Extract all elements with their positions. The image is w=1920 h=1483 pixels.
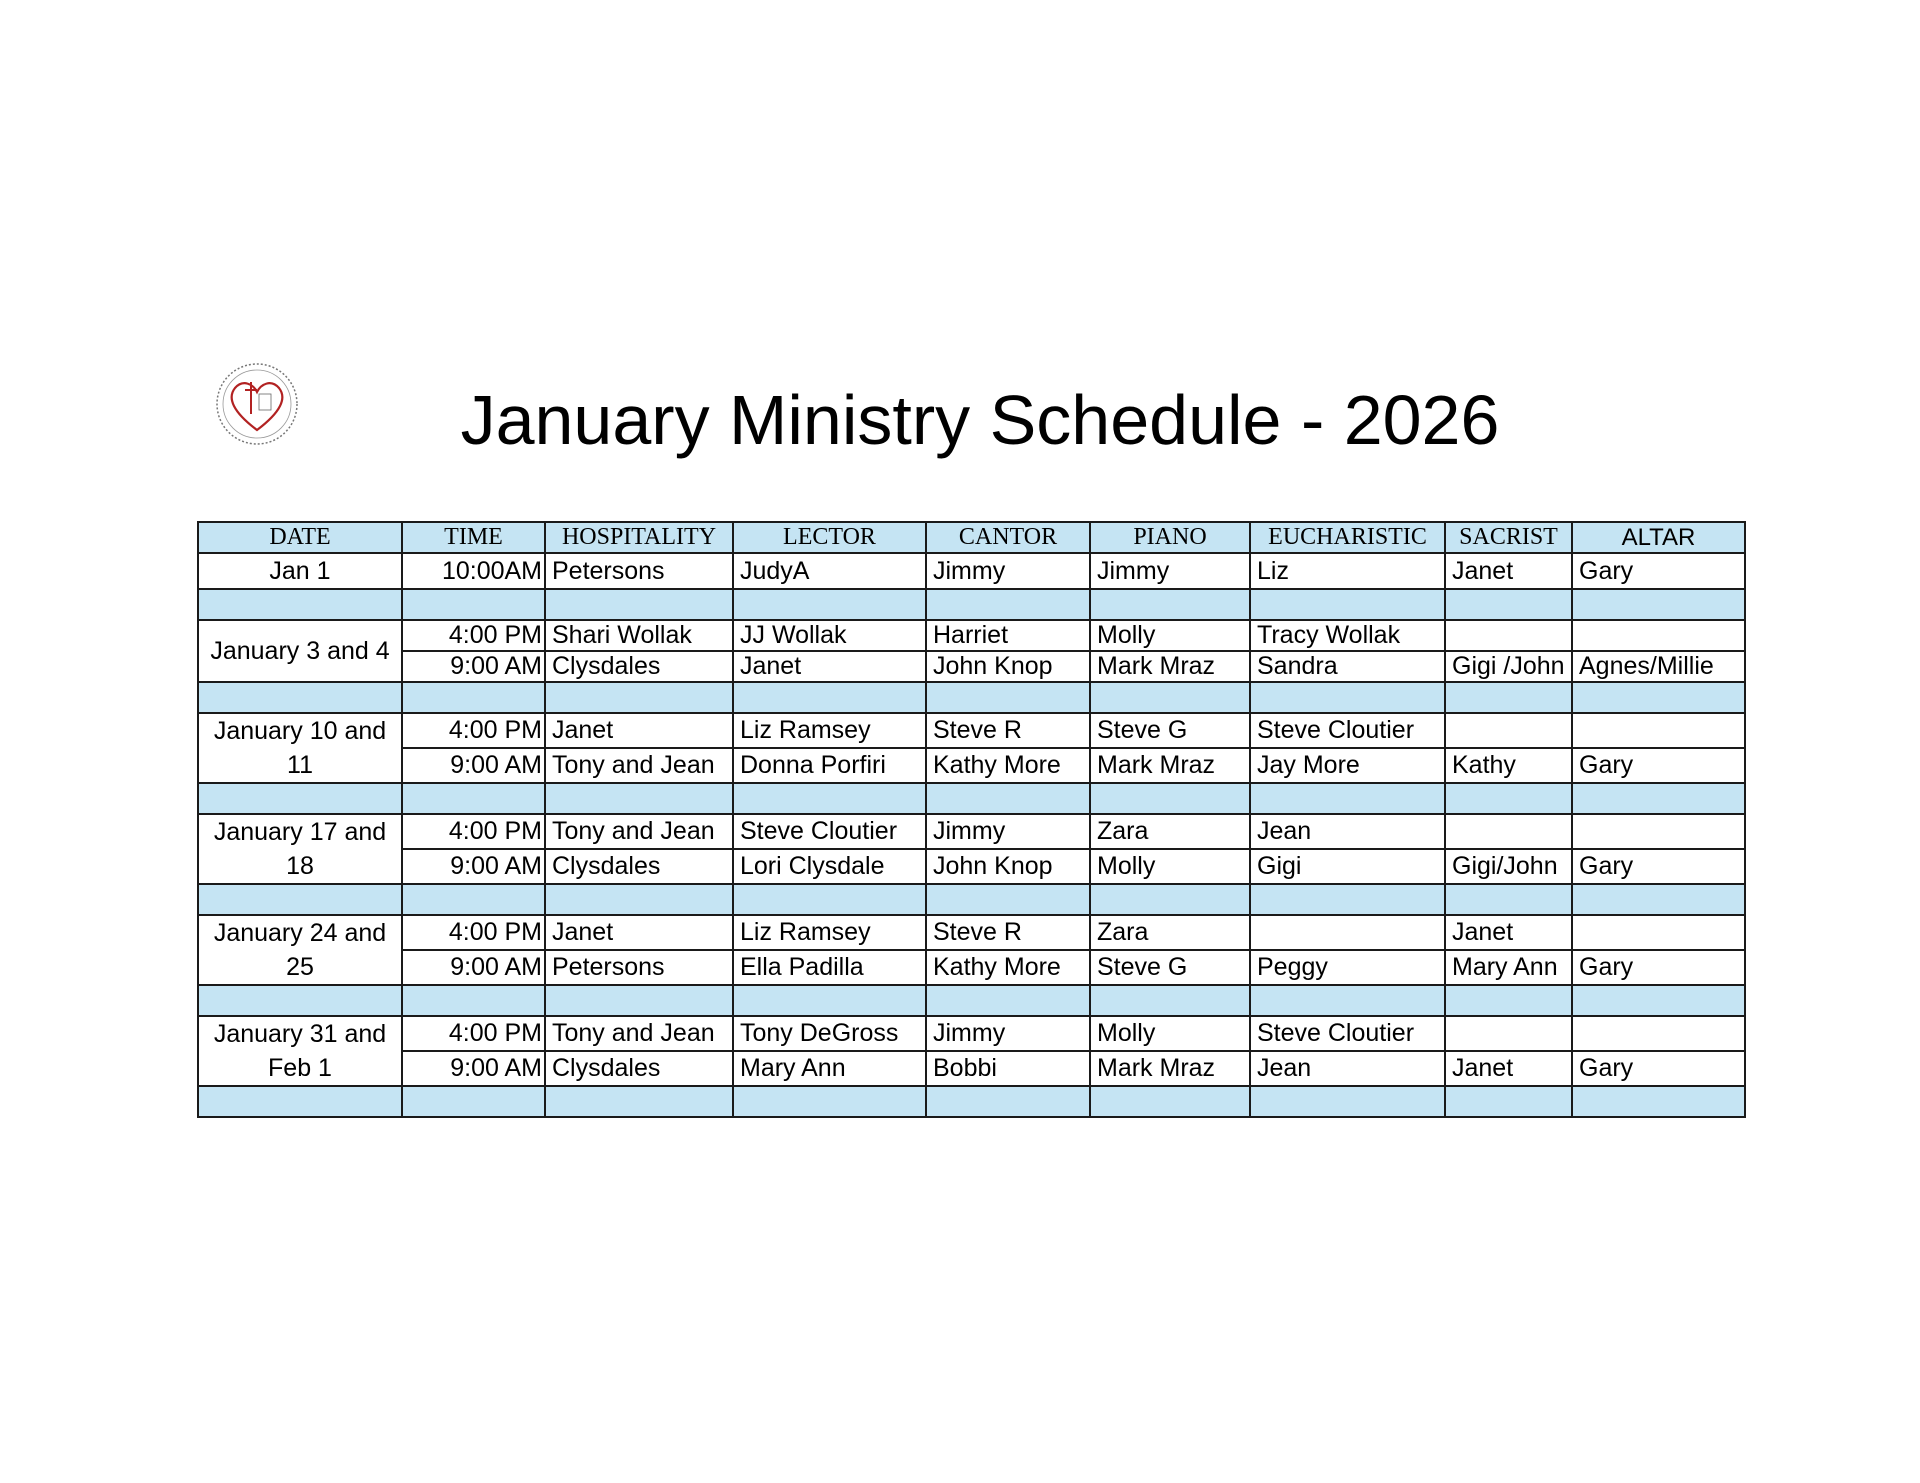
altar-cell: Gary <box>1572 553 1745 589</box>
hospitality-cell: Clysdales <box>545 1051 733 1086</box>
spacer-cell <box>545 589 733 620</box>
header-date: DATE <box>198 522 402 553</box>
spacer-cell <box>926 783 1090 814</box>
spacer-cell <box>402 783 545 814</box>
time-cell: 9:00 AM <box>402 748 545 783</box>
sacrist-cell: Gigi /John <box>1445 651 1572 682</box>
hospitality-cell: Clysdales <box>545 849 733 884</box>
spacer-cell <box>1250 985 1445 1016</box>
spacer-cell <box>198 1086 402 1117</box>
lector-cell: Liz Ramsey <box>733 713 926 748</box>
spacer-cell <box>1572 985 1745 1016</box>
altar-cell: Gary <box>1572 950 1745 985</box>
cantor-cell: John Knop <box>926 849 1090 884</box>
spacer-cell <box>1572 589 1745 620</box>
spacer-cell <box>1090 884 1250 915</box>
altar-cell: Gary <box>1572 849 1745 884</box>
table-row <box>198 713 1745 748</box>
lector-cell: Mary Ann <box>733 1051 926 1086</box>
lector-cell: Steve Cloutier <box>733 814 926 849</box>
spacer-cell <box>545 1086 733 1117</box>
sacrist-cell: Gigi/John <box>1445 849 1572 884</box>
piano-cell: Mark Mraz <box>1090 1051 1250 1086</box>
piano-cell: Zara <box>1090 915 1250 950</box>
lector-cell: Lori Clysdale <box>733 849 926 884</box>
spacer-cell <box>1090 682 1250 713</box>
spacer-row <box>198 985 1745 1016</box>
altar-cell <box>1572 1016 1745 1051</box>
spacer-cell <box>198 589 402 620</box>
spacer-cell <box>402 1086 545 1117</box>
spacer-cell <box>198 884 402 915</box>
lector-cell: Ella Padilla <box>733 950 926 985</box>
hospitality-cell: Tony and Jean <box>545 814 733 849</box>
time-cell: 4:00 PM <box>402 915 545 950</box>
spacer-cell <box>1250 783 1445 814</box>
eucharistic-cell: Peggy <box>1250 950 1445 985</box>
table-row <box>198 950 1745 985</box>
sacrist-cell: Janet <box>1445 553 1572 589</box>
spacer-cell <box>733 682 926 713</box>
spacer-cell <box>1445 985 1572 1016</box>
spacer-cell <box>1572 783 1745 814</box>
date-cell: January 10 and 11 <box>198 713 402 783</box>
cantor-cell: Jimmy <box>926 1016 1090 1051</box>
spacer-cell <box>926 1086 1090 1117</box>
header-altar: ALTAR <box>1572 522 1745 553</box>
piano-cell: Molly <box>1090 1016 1250 1051</box>
header-sacrist: SACRIST <box>1445 522 1572 553</box>
date-cell: January 3 and 4 <box>198 620 402 682</box>
time-cell: 4:00 PM <box>402 713 545 748</box>
spacer-cell <box>545 682 733 713</box>
table-row <box>198 620 1745 651</box>
table-row <box>198 1016 1745 1051</box>
sacrist-cell: Kathy <box>1445 748 1572 783</box>
altar-cell <box>1572 915 1745 950</box>
table-row <box>198 915 1745 950</box>
spacer-cell <box>926 682 1090 713</box>
altar-cell: Agnes/Millie <box>1572 651 1745 682</box>
spacer-cell <box>926 589 1090 620</box>
spacer-cell <box>1572 682 1745 713</box>
hospitality-cell: Clysdales <box>545 651 733 682</box>
hospitality-cell: Tony and Jean <box>545 1016 733 1051</box>
piano-cell: Jimmy <box>1090 553 1250 589</box>
eucharistic-cell: Sandra <box>1250 651 1445 682</box>
cantor-cell: Harriet <box>926 620 1090 651</box>
church-logo-icon <box>213 360 301 448</box>
altar-cell <box>1572 713 1745 748</box>
table-row <box>198 814 1745 849</box>
header-cantor: CANTOR <box>926 522 1090 553</box>
spacer-cell <box>733 985 926 1016</box>
spacer-cell <box>198 985 402 1016</box>
spacer-row <box>198 783 1745 814</box>
piano-cell: Zara <box>1090 814 1250 849</box>
lector-cell: Liz Ramsey <box>733 915 926 950</box>
hospitality-cell: Tony and Jean <box>545 748 733 783</box>
date-cell: Jan 1 <box>198 553 402 589</box>
spacer-cell <box>402 682 545 713</box>
piano-cell: Molly <box>1090 849 1250 884</box>
eucharistic-cell: Gigi <box>1250 849 1445 884</box>
date-cell: January 31 and Feb 1 <box>198 1016 402 1086</box>
hospitality-cell: Shari Wollak <box>545 620 733 651</box>
spacer-cell <box>1090 783 1250 814</box>
cantor-cell: Bobbi <box>926 1051 1090 1086</box>
hospitality-cell: Janet <box>545 915 733 950</box>
hospitality-cell: Janet <box>545 713 733 748</box>
header-time: TIME <box>402 522 545 553</box>
spacer-cell <box>402 589 545 620</box>
eucharistic-cell: Liz <box>1250 553 1445 589</box>
spacer-cell <box>1445 589 1572 620</box>
sacrist-cell <box>1445 1016 1572 1051</box>
spacer-cell <box>1250 589 1445 620</box>
cantor-cell: Jimmy <box>926 553 1090 589</box>
header-lector: LECTOR <box>733 522 926 553</box>
spacer-cell <box>1445 884 1572 915</box>
altar-cell <box>1572 620 1745 651</box>
lector-cell: JudyA <box>733 553 926 589</box>
header-row <box>198 522 1745 553</box>
spacer-cell <box>1090 1086 1250 1117</box>
altar-cell <box>1572 814 1745 849</box>
cantor-cell: John Knop <box>926 651 1090 682</box>
spacer-cell <box>1445 783 1572 814</box>
date-cell: January 24 and 25 <box>198 915 402 985</box>
time-cell: 9:00 AM <box>402 849 545 884</box>
eucharistic-cell: Steve Cloutier <box>1250 713 1445 748</box>
spacer-cell <box>545 985 733 1016</box>
spacer-cell <box>198 783 402 814</box>
time-cell: 4:00 PM <box>402 1016 545 1051</box>
eucharistic-cell: Jean <box>1250 814 1445 849</box>
cantor-cell: Kathy More <box>926 950 1090 985</box>
piano-cell: Steve G <box>1090 713 1250 748</box>
spacer-cell <box>733 589 926 620</box>
time-cell: 4:00 PM <box>402 620 545 651</box>
table-row <box>198 748 1745 783</box>
hospitality-cell: Petersons <box>545 553 733 589</box>
sacrist-cell <box>1445 620 1572 651</box>
cantor-cell: Steve R <box>926 915 1090 950</box>
spacer-cell <box>402 884 545 915</box>
spacer-cell <box>198 682 402 713</box>
eucharistic-cell: Jean <box>1250 1051 1445 1086</box>
spacer-cell <box>733 783 926 814</box>
spacer-cell <box>545 884 733 915</box>
lector-cell: Tony DeGross <box>733 1016 926 1051</box>
spacer-cell <box>1445 1086 1572 1117</box>
sacrist-cell: Janet <box>1445 915 1572 950</box>
time-cell: 4:00 PM <box>402 814 545 849</box>
spacer-cell <box>1250 682 1445 713</box>
eucharistic-cell: Jay More <box>1250 748 1445 783</box>
table-row <box>198 553 1745 589</box>
spacer-cell <box>1445 682 1572 713</box>
eucharistic-cell: Steve Cloutier <box>1250 1016 1445 1051</box>
date-cell: January 17 and 18 <box>198 814 402 884</box>
sacrist-cell <box>1445 814 1572 849</box>
hospitality-cell: Petersons <box>545 950 733 985</box>
spacer-cell <box>1250 1086 1445 1117</box>
spacer-cell <box>733 1086 926 1117</box>
spacer-cell <box>1090 985 1250 1016</box>
page-title: January Ministry Schedule - 2026 <box>460 381 1500 459</box>
schedule-body <box>198 553 1745 1117</box>
eucharistic-cell <box>1250 915 1445 950</box>
sacrist-cell: Mary Ann <box>1445 950 1572 985</box>
time-cell: 9:00 AM <box>402 651 545 682</box>
spacer-cell <box>926 884 1090 915</box>
cantor-cell: Jimmy <box>926 814 1090 849</box>
time-cell: 9:00 AM <box>402 1051 545 1086</box>
header-hospitality: HOSPITALITY <box>545 522 733 553</box>
spacer-cell <box>402 985 545 1016</box>
spacer-cell <box>926 985 1090 1016</box>
header-piano: PIANO <box>1090 522 1250 553</box>
header-eucharistic: EUCHARISTIC <box>1250 522 1445 553</box>
spacer-cell <box>1250 884 1445 915</box>
lector-cell: Donna Porfiri <box>733 748 926 783</box>
table-row <box>198 651 1745 682</box>
time-cell: 9:00 AM <box>402 950 545 985</box>
sacrist-cell: Janet <box>1445 1051 1572 1086</box>
ministry-schedule-table <box>197 521 1746 1118</box>
spacer-row <box>198 1086 1745 1117</box>
piano-cell: Mark Mraz <box>1090 651 1250 682</box>
cantor-cell: Kathy More <box>926 748 1090 783</box>
cantor-cell: Steve R <box>926 713 1090 748</box>
lector-cell: Janet <box>733 651 926 682</box>
spacer-cell <box>545 783 733 814</box>
spacer-cell <box>1572 884 1745 915</box>
eucharistic-cell: Tracy Wollak <box>1250 620 1445 651</box>
spacer-cell <box>1090 589 1250 620</box>
piano-cell: Mark Mraz <box>1090 748 1250 783</box>
altar-cell: Gary <box>1572 748 1745 783</box>
piano-cell: Molly <box>1090 620 1250 651</box>
lector-cell: JJ Wollak <box>733 620 926 651</box>
spacer-row <box>198 884 1745 915</box>
spacer-cell <box>733 884 926 915</box>
altar-cell: Gary <box>1572 1051 1745 1086</box>
time-cell: 10:00AM <box>402 553 545 589</box>
spacer-row <box>198 682 1745 713</box>
spacer-row <box>198 589 1745 620</box>
table-row <box>198 849 1745 884</box>
table-row <box>198 1051 1745 1086</box>
piano-cell: Steve G <box>1090 950 1250 985</box>
sacrist-cell <box>1445 713 1572 748</box>
spacer-cell <box>1572 1086 1745 1117</box>
